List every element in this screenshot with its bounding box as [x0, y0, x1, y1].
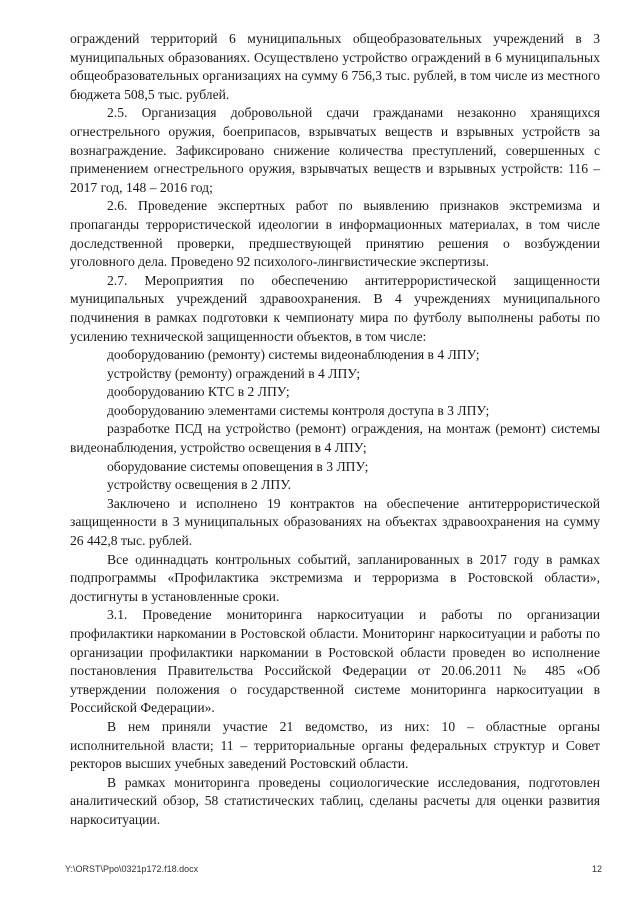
page-number: 12: [591, 864, 602, 874]
list-item: устройству освещения в 2 ЛПУ.: [107, 477, 292, 493]
list-item: дооборудованию КТС в 2 ЛПУ;: [107, 384, 290, 400]
paragraph-2-6: 2.6. Проведение экспертных работ по выявлению признаков экстремизма и пропаганды террористической идеологии в информационных материалах, в том числе доследственной проверки, предшествующей принятию решения о возбуждении уголовного дела. Проведено 92 психолого-лингвистические экспертизы.: [70, 198, 600, 270]
paragraph-2-7: 2.7. Мероприятия по обеспечению антитеррористической защищенности муниципальных учреждений здравоохранения. В 4 учреждениях муниципального подчинения в рамках подготовки к чемпионату мира по футболу выполнены работы по усилению технической защищенности объектов, в том числе:: [70, 272, 600, 344]
paragraph-monitoring: В рамках мониторинга проведены социологические исследования, подготовлен аналитический обзор, 58 статистических таблиц, сделаны расчеты для оценки развития наркоситуации.: [70, 774, 600, 827]
list-item: разработке ПСД на устройство (ремонт) ограждения, на монтаж (ремонт) системы видеонаблюдения, устройство освещения в 4 ЛПУ;: [70, 421, 600, 456]
list-item: устройству (ремонту) ограждений в 4 ЛПУ;: [107, 365, 361, 381]
document-body: [70, 30, 600, 830]
file-path: Y:\ORST\Ppo\0321p172.f18.docx: [65, 864, 199, 874]
paragraph-3-1: 3.1. Проведение мониторинга наркоситуации и работы по организации профилактики наркомании в Ростовской области. Мониторинг наркоситуации и работы по организации профилактики наркомании в Ростовской области проведен во исполнение постановления Правительства Российской Федерации от 20.06.2011 № 485 «Об утверждении положения о государственной системе мониторинга наркоситуации в Российской Федерации».: [70, 607, 600, 716]
paragraph-2-5: 2.5. Организация добровольной сдачи гражданами незаконно хранящихся огнестрельного оружия, боеприпасов, взрывчатых веществ и взрывных устройств за вознаграждение. Зафиксировано снижение количества преступлений, совершенных с применением огнестрельного оружия, взрывчатых веществ и взрывных устройств: 116 – 2017 год, 148 – 2016 год;: [70, 105, 600, 195]
list-item: дооборудованию элементами системы контроля доступа в 3 ЛПУ;: [107, 402, 490, 418]
page-footer: [65, 860, 602, 879]
paragraph-participants: В нем приняли участие 21 ведомство, из них: 10 – областные органы исполнительной власти; 11 – территориальные органы федеральных структур и Совет ректоров высших учебных заведений Ростовский области.: [70, 718, 600, 772]
paragraph-fences: ограждений территорий 6 муниципальных общеобразовательных учреждений в 3 муниципальных образованиях. Осуществлено устройство ограждений в 6 муниципальных общеобразовательных организациях на сумму 6 756,3 тыс. рублей, в том числе из местного бюджета 508,5 тыс. рублей.: [70, 31, 600, 102]
paragraph-control-events: Все одиннадцать контрольных событий, запланированных в 2017 году в рамках подпрограммы «Профилактика экстремизма и терроризма в Ростовской области», достигнуты в установленные сроки.: [70, 551, 600, 604]
paragraph-contracts: Заключено и исполнено 19 контрактов на обеспечение антитеррористической защищенности в 3 муниципальных образованиях на объектах здравоохранения на сумму 26 442,8 тыс. рублей.: [70, 495, 600, 549]
list-item: оборудование системы оповещения в 3 ЛПУ;: [107, 458, 369, 474]
list-item: дооборудованию (ремонту) системы видеонаблюдения в 4 ЛПУ;: [107, 347, 480, 363]
